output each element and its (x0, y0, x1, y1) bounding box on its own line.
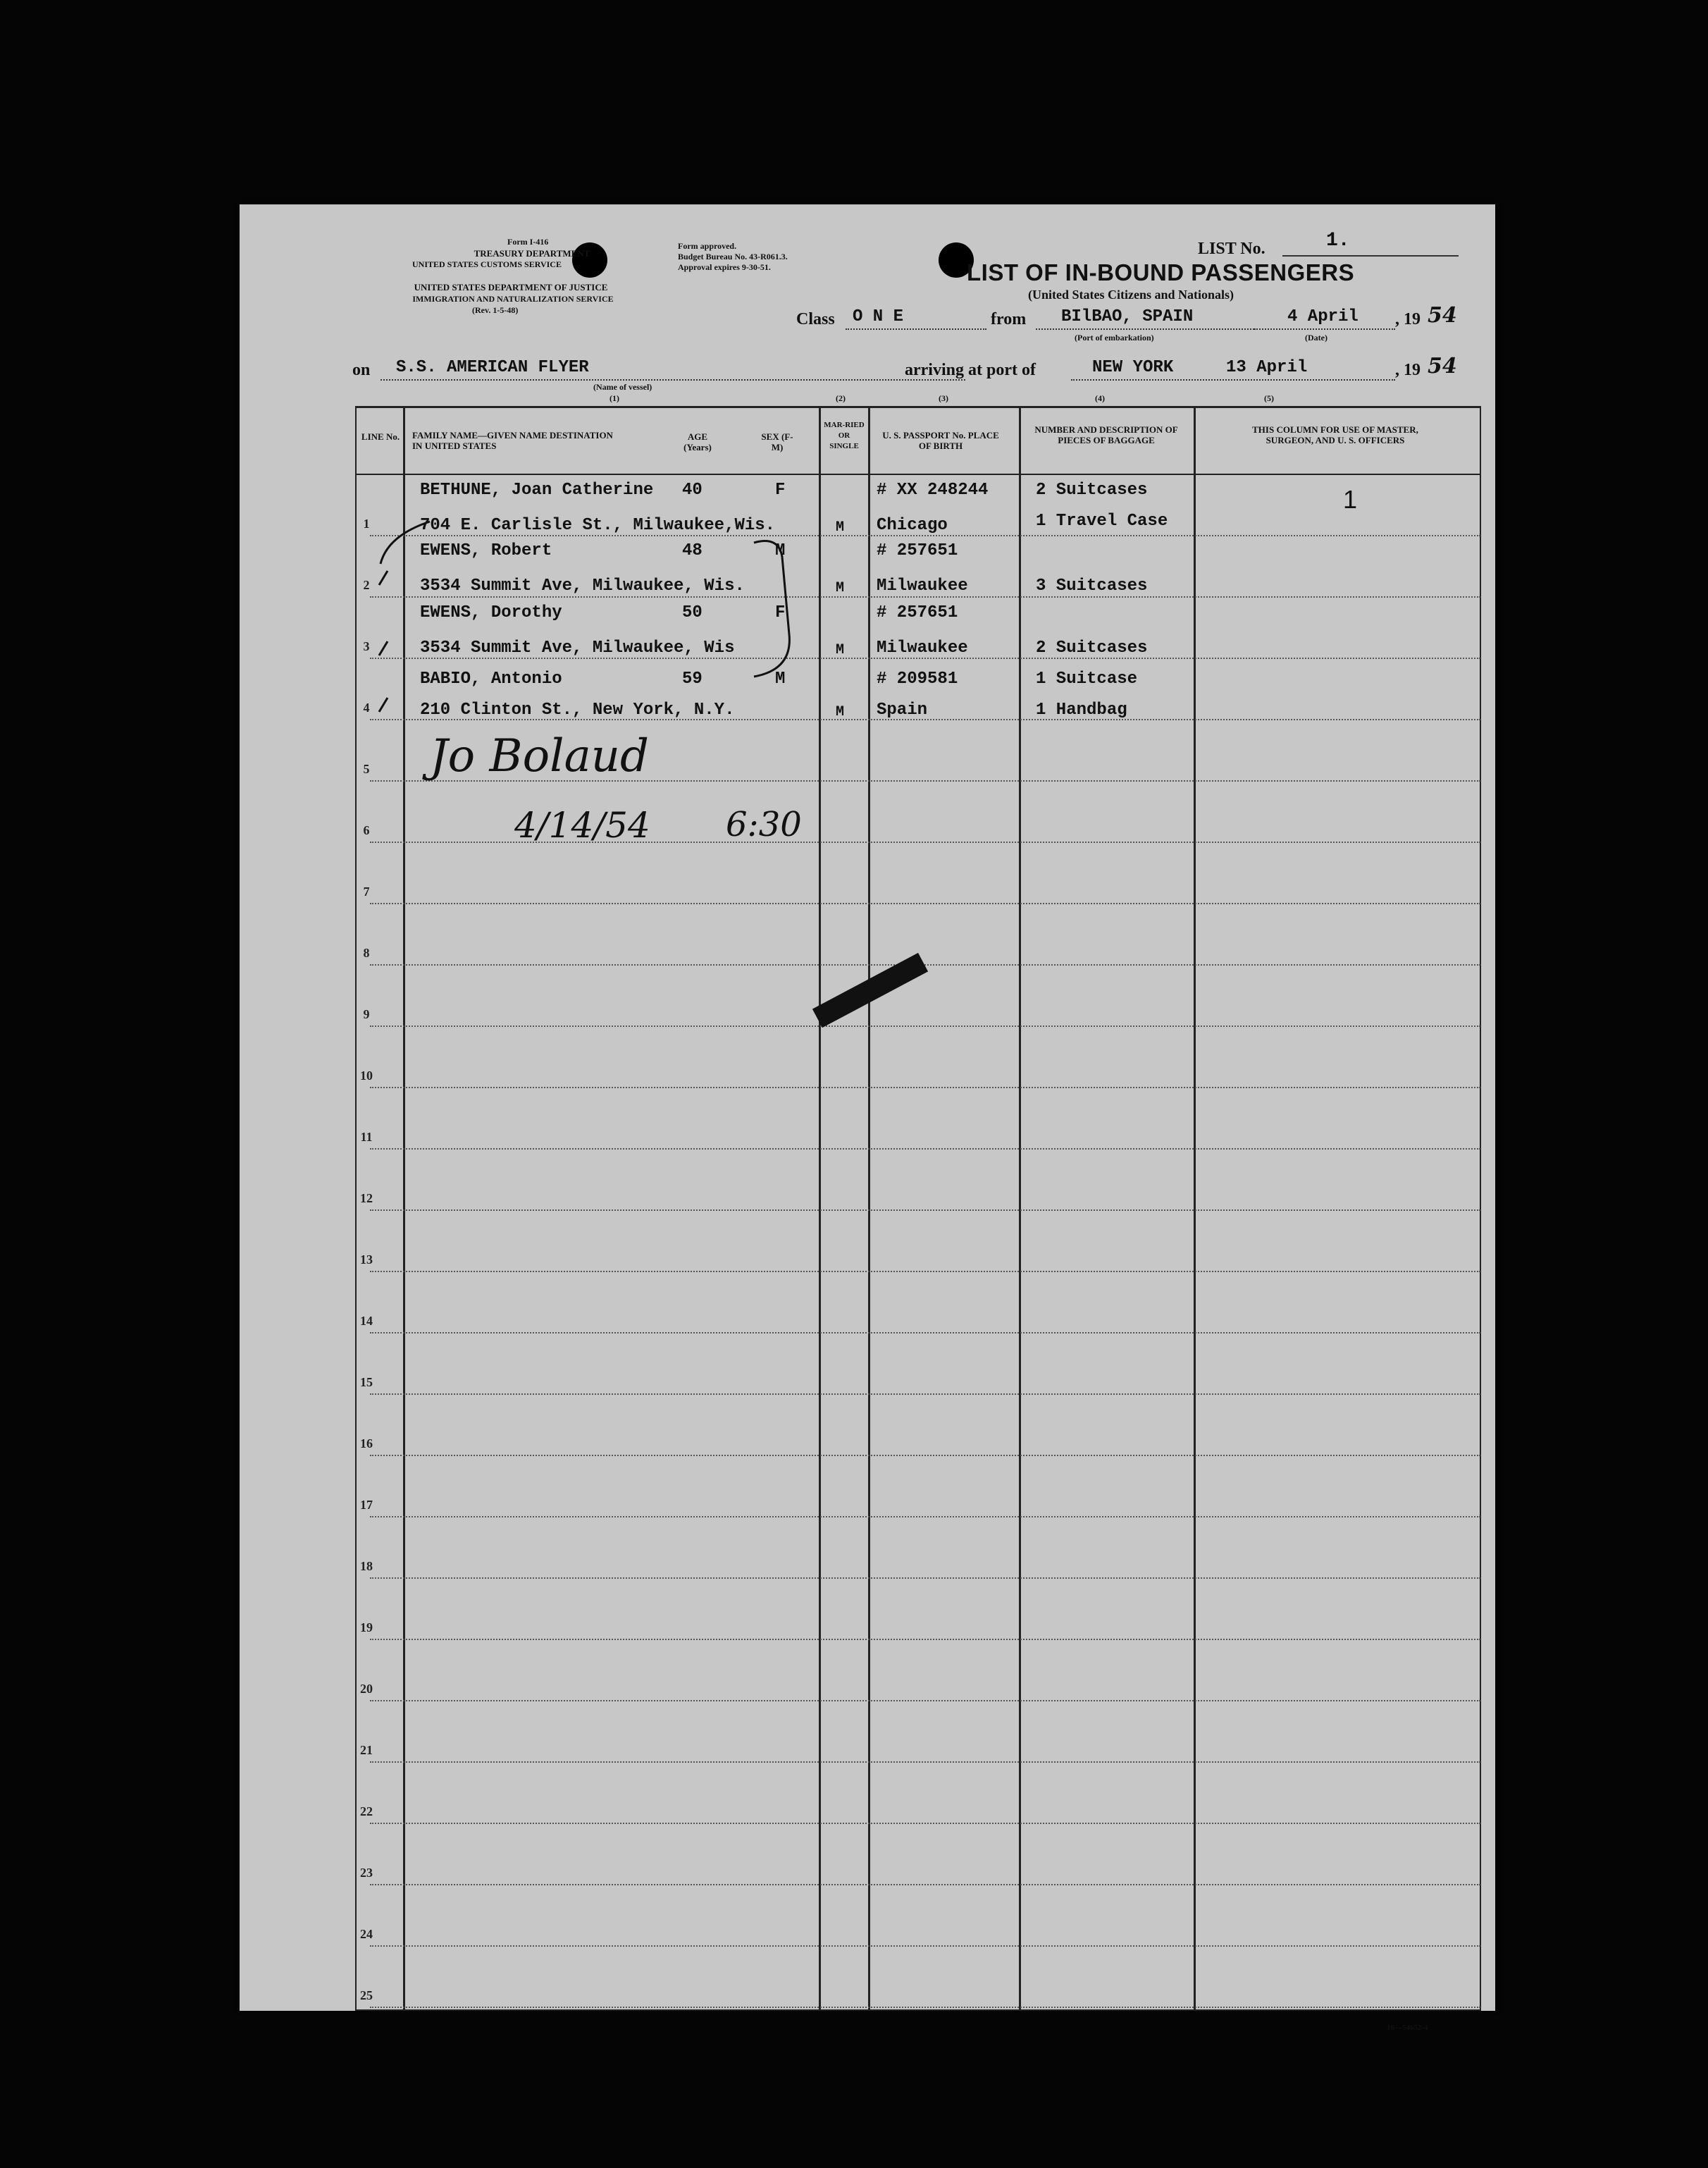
header-bottom-border (355, 474, 1481, 475)
on-label: on (352, 361, 371, 379)
line-number: 12 (360, 1191, 373, 1205)
passenger-sex: M (775, 670, 786, 689)
line-number: 6 (363, 823, 370, 837)
line-number: 13 (360, 1252, 373, 1267)
header-name: FAMILY NAME—GIVEN NAME DESTINATION IN UNITED STATES (412, 430, 613, 451)
header-line-no: LINE No. (361, 431, 400, 442)
port-embarkation-caption: (Port of embarkation) (1075, 333, 1154, 343)
arrival-port: NEW YORK (1092, 358, 1174, 377)
passenger-marital: M (836, 580, 845, 596)
row-divider (370, 2007, 1480, 2008)
line-number: 25 (360, 1988, 373, 2002)
row-divider (370, 1271, 1480, 1272)
line-number: 14 (360, 1314, 373, 1328)
class-line (846, 328, 986, 330)
passenger-birthplace: Milwaukee (877, 639, 968, 658)
ins-service: IMMIGRATION AND NATURALIZATION SERVICE (412, 294, 614, 304)
arrival-year: 54 (1428, 354, 1457, 378)
embarkation-port: BIlBAO, SPAIN (1061, 307, 1194, 326)
line-number: 1 (363, 517, 370, 531)
vessel-line (380, 379, 965, 381)
col-divider-officers (1194, 406, 1196, 2011)
row-divider (370, 1639, 1480, 1640)
col-number-5: (5) (1264, 393, 1274, 403)
col-divider-passport (868, 406, 870, 2011)
row-divider (370, 1455, 1480, 1456)
from-line (1036, 328, 1254, 330)
line-number: 3 (363, 639, 370, 653)
header-officers: THIS COLUMN FOR USE OF MASTER, SURGEON, AND U. S. OFFICERS (1252, 424, 1418, 445)
line-number: 17 (360, 1498, 373, 1512)
vessel-col-number: (1) (609, 393, 619, 403)
passenger-address: 704 E. Carlisle St., Milwaukee,Wis. (420, 516, 776, 535)
header-sex: SEX (F-M) (761, 431, 793, 452)
arrival-line (1071, 379, 1395, 381)
line-number: 18 (360, 1559, 373, 1573)
row-divider (370, 1823, 1480, 1824)
row-divider (370, 1700, 1480, 1701)
passenger-passport: # 209581 (877, 670, 958, 689)
passenger-name: EWENS, Robert (420, 541, 552, 560)
row-divider (370, 1332, 1480, 1334)
passenger-birthplace: Spain (877, 701, 928, 720)
table-bottom-border (355, 2009, 1481, 2011)
passenger-baggage: 1 Suitcase (1036, 670, 1138, 689)
header-age: AGE (Years) (683, 431, 712, 452)
passenger-birthplace: Chicago (877, 516, 948, 535)
from-label: from (991, 310, 1027, 328)
line-number: 20 (360, 1682, 373, 1696)
passenger-age: 50 (682, 603, 703, 622)
form-subtitle: (United States Citizens and Nationals) (1027, 288, 1234, 302)
list-no-line (1282, 255, 1459, 257)
col-number-2: (2) (836, 393, 846, 403)
row-divider (370, 1026, 1480, 1027)
row-divider (370, 1516, 1480, 1517)
passenger-name: EWENS, Dorothy (420, 603, 562, 622)
arriving-label: arriving at port of (905, 361, 1036, 379)
form-approved: Form approved. (678, 241, 737, 251)
passenger-passport: # 257651 (877, 541, 958, 560)
passenger-sex: F (775, 481, 786, 500)
passenger-name: BETHUNE, Joan Catherine (420, 481, 654, 500)
officer-note: 1 (1343, 485, 1358, 514)
row-divider (370, 1087, 1480, 1088)
passenger-baggage: 2 Suitcases (1036, 639, 1148, 658)
passenger-address: 3534 Summit Ave, Milwaukee, Wis (420, 639, 735, 658)
row-divider (370, 1393, 1480, 1395)
passenger-marital: M (836, 519, 845, 536)
embarkation-date: 4 April (1287, 307, 1359, 326)
line-number: 11 (360, 1130, 373, 1144)
year-prefix: , 19 (1395, 310, 1421, 328)
vessel-caption: (Name of vessel) (593, 382, 652, 392)
passenger-address: 3534 Summit Ave, Milwaukee, Wis. (420, 577, 745, 596)
date-caption: (Date) (1305, 333, 1328, 343)
customs-service: UNITED STATES CUSTOMS SERVICE (412, 259, 562, 269)
line-number: 15 (360, 1375, 373, 1389)
passenger-sex: M (775, 541, 786, 560)
handwritten-time: 6:30 (726, 805, 802, 844)
passenger-age: 40 (682, 481, 703, 500)
arrival-date: 13 April (1226, 358, 1308, 377)
line-number: 23 (360, 1866, 373, 1880)
passenger-sex: F (775, 603, 786, 622)
footer-code: 16—54652-4 (1387, 2024, 1428, 2032)
approval-expires: Approval expires 9-30-51. (678, 262, 771, 272)
line-number: 8 (363, 946, 370, 960)
passenger-age: 48 (682, 541, 703, 560)
handwritten-signature: Jo Bolaud (430, 730, 649, 782)
row-divider (370, 1884, 1480, 1885)
passenger-marital: M (836, 642, 845, 658)
list-no-label: LIST No. (1198, 240, 1265, 258)
line-number: 21 (360, 1743, 373, 1757)
line-number: 16 (360, 1436, 373, 1451)
header-baggage: NUMBER AND DESCRIPTION OF PIECES OF BAGGAGE (1034, 424, 1178, 445)
row-divider (370, 1577, 1480, 1579)
passenger-address: 210 Clinton St., New York, N.Y. (420, 701, 735, 720)
row-divider (370, 1945, 1480, 1947)
line-number: 10 (360, 1068, 373, 1083)
col-right-border (1480, 406, 1481, 2011)
list-no-value: 1. (1326, 230, 1350, 252)
vessel-name: S.S. AMERICAN FLYER (396, 358, 589, 377)
col-number-3: (3) (939, 393, 948, 403)
passenger-baggage: 1 Travel Case (1036, 512, 1168, 531)
header-passport: U. S. PASSPORT No. PLACE OF BIRTH (882, 430, 999, 451)
header-married: MAR-RIED OR SINGLE (824, 421, 865, 450)
passenger-name: BABIO, Antonio (420, 670, 562, 689)
date-line (1254, 328, 1395, 330)
col-divider-baggage (1019, 406, 1021, 2011)
form-title: LIST OF IN-BOUND PASSENGERS (967, 259, 1355, 285)
handwritten-date: 4/14/54 (514, 805, 650, 846)
passenger-age: 59 (682, 670, 703, 689)
line-number: 9 (363, 1007, 370, 1021)
passenger-marital: M (836, 704, 845, 720)
class-label: Class (796, 310, 835, 328)
class-value: O N E (853, 307, 904, 326)
row-divider (370, 1148, 1480, 1150)
col-number-4: (4) (1095, 393, 1105, 403)
line-number: 7 (363, 885, 370, 899)
justice-dept: UNITED STATES DEPARTMENT OF JUSTICE (414, 282, 608, 292)
handwritten-bracket (373, 507, 867, 747)
arrival-year-prefix: , 19 (1395, 361, 1421, 379)
line-number: 22 (360, 1804, 373, 1818)
revision-date: (Rev. 1-5-48) (472, 305, 519, 315)
line-number: 24 (360, 1927, 373, 1941)
passenger-baggage: 3 Suitcases (1036, 577, 1148, 596)
form-number: Form I-416 (507, 237, 549, 247)
row-divider (370, 1761, 1480, 1763)
line-number: 4 (363, 701, 370, 715)
budget-bureau: Budget Bureau No. 43-R061.3. (678, 252, 788, 261)
line-number: 19 (360, 1620, 373, 1634)
passenger-birthplace: Milwaukee (877, 577, 968, 596)
table-top-border (355, 406, 1481, 408)
passenger-passport: # XX 248244 (877, 481, 989, 500)
passenger-baggage: 1 Handbag (1036, 701, 1127, 720)
passenger-baggage: 2 Suitcases (1036, 481, 1148, 500)
line-number: 5 (363, 762, 370, 776)
line-number: 2 (363, 578, 370, 592)
manifest-sheet (240, 204, 1495, 2032)
embarkation-year: 54 (1428, 303, 1457, 328)
treasury-dept: TREASURY DEPARTMENT (474, 248, 590, 259)
row-divider (370, 903, 1480, 904)
row-divider (370, 1209, 1480, 1211)
passenger-passport: # 257651 (877, 603, 958, 622)
